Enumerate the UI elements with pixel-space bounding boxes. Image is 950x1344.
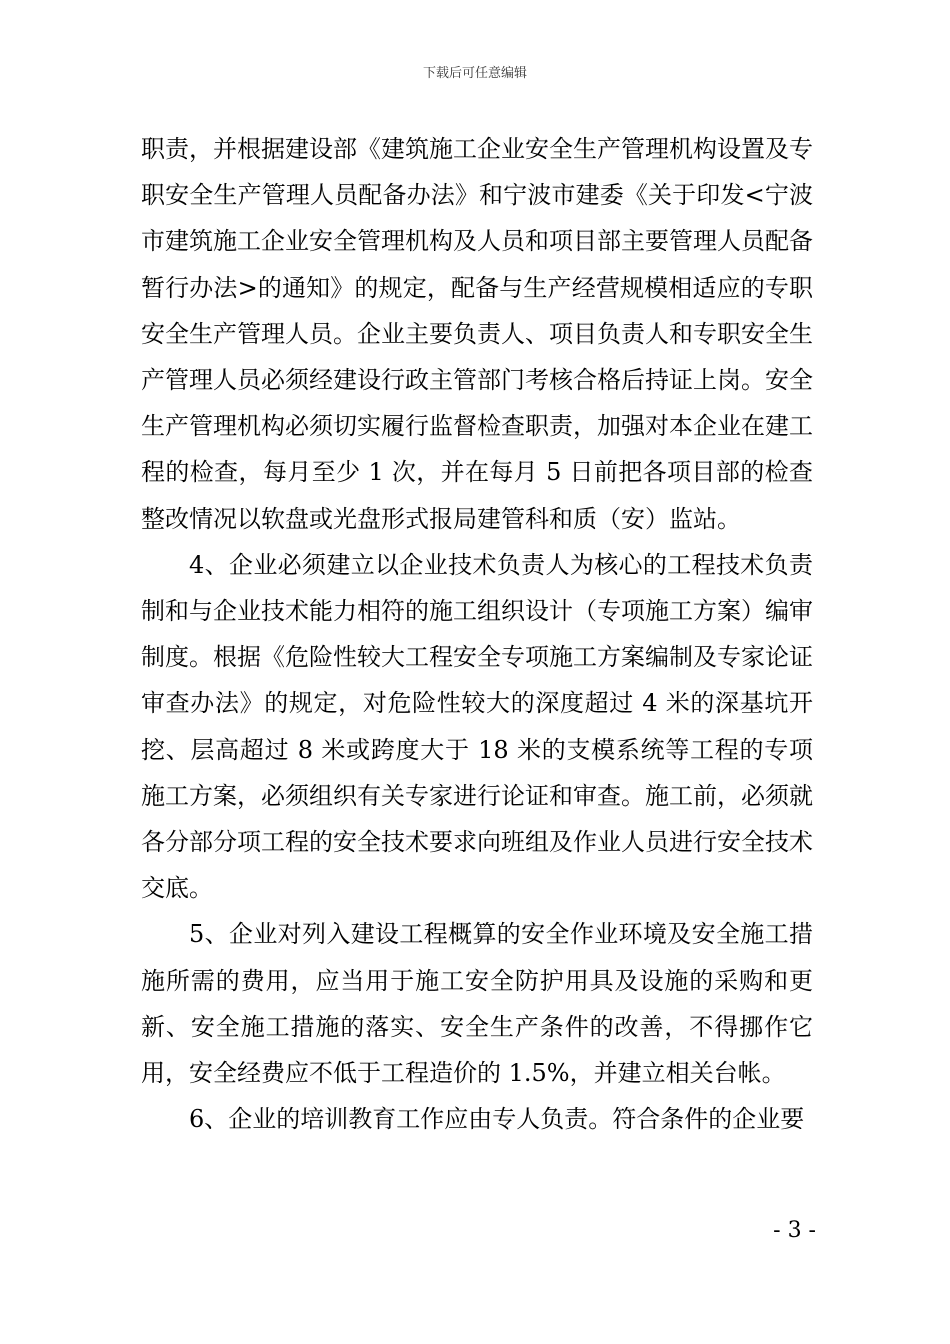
paragraph-item-5: 5、企业对列入建设工程概算的安全作业环境及安全施工措施所需的费用，应当用于施工安全防护用具及设施的采购和更新、安全施工措施的落实、安全生产条件的改善，不得挪作它用，安全经费应不低于工程造价的 1.5%，并建立相关台帐。: [141, 920, 813, 1088]
document-body: [141, 126, 813, 1142]
paragraph-item-4: 4、企业必须建立以企业技术负责人为核心的工程技术负责制和与企业技术能力相符的施工组织设计（专项施工方案）编审制度。根据《危险性较大工程安全专项施工方案编制及专家论证审查办法》的规定，对危险性较大的深度超过 4 米的深基坑开挖、层高超过 8 米或跨度大于 18 米的支模系统等工程的专项施工方案，必须组织有关专家进行论证和审查。施工前，必须就各分部分项工程的安全技术要求向班组及作业人员进行安全技术交底。: [141, 550, 813, 903]
paragraph-continuation: 职责，并根据建设部《建筑施工企业安全生产管理机构设置及专职安全生产管理人员配备办法》和宁波市建委《关于印发<宁波市建筑施工企业安全管理机构及人员和项目部主要管理人员配备暂行办法>的通知》的规定，配备与生产经营规模相适应的专职安全生产管理人员。企业主要负责人、项目负责人和专职安全生产管理人员必须经建设行政主管部门考核合格后持证上岗。安全生产管理机构必须切实履行监督检查职责，加强对本企业在建工程的检查，每月至少 1 次，并在每月 5 日前把各项目部的检查整改情况以软盘或光盘形式报局建管科和质（安）监站。: [141, 135, 813, 533]
page-number: - 3 -: [773, 1218, 816, 1243]
header-note: 下载后可任意编辑: [422, 66, 527, 81]
paragraph-item-6: 6、企业的培训教育工作应由专人负责。符合条件的企业要: [189, 1105, 805, 1134]
